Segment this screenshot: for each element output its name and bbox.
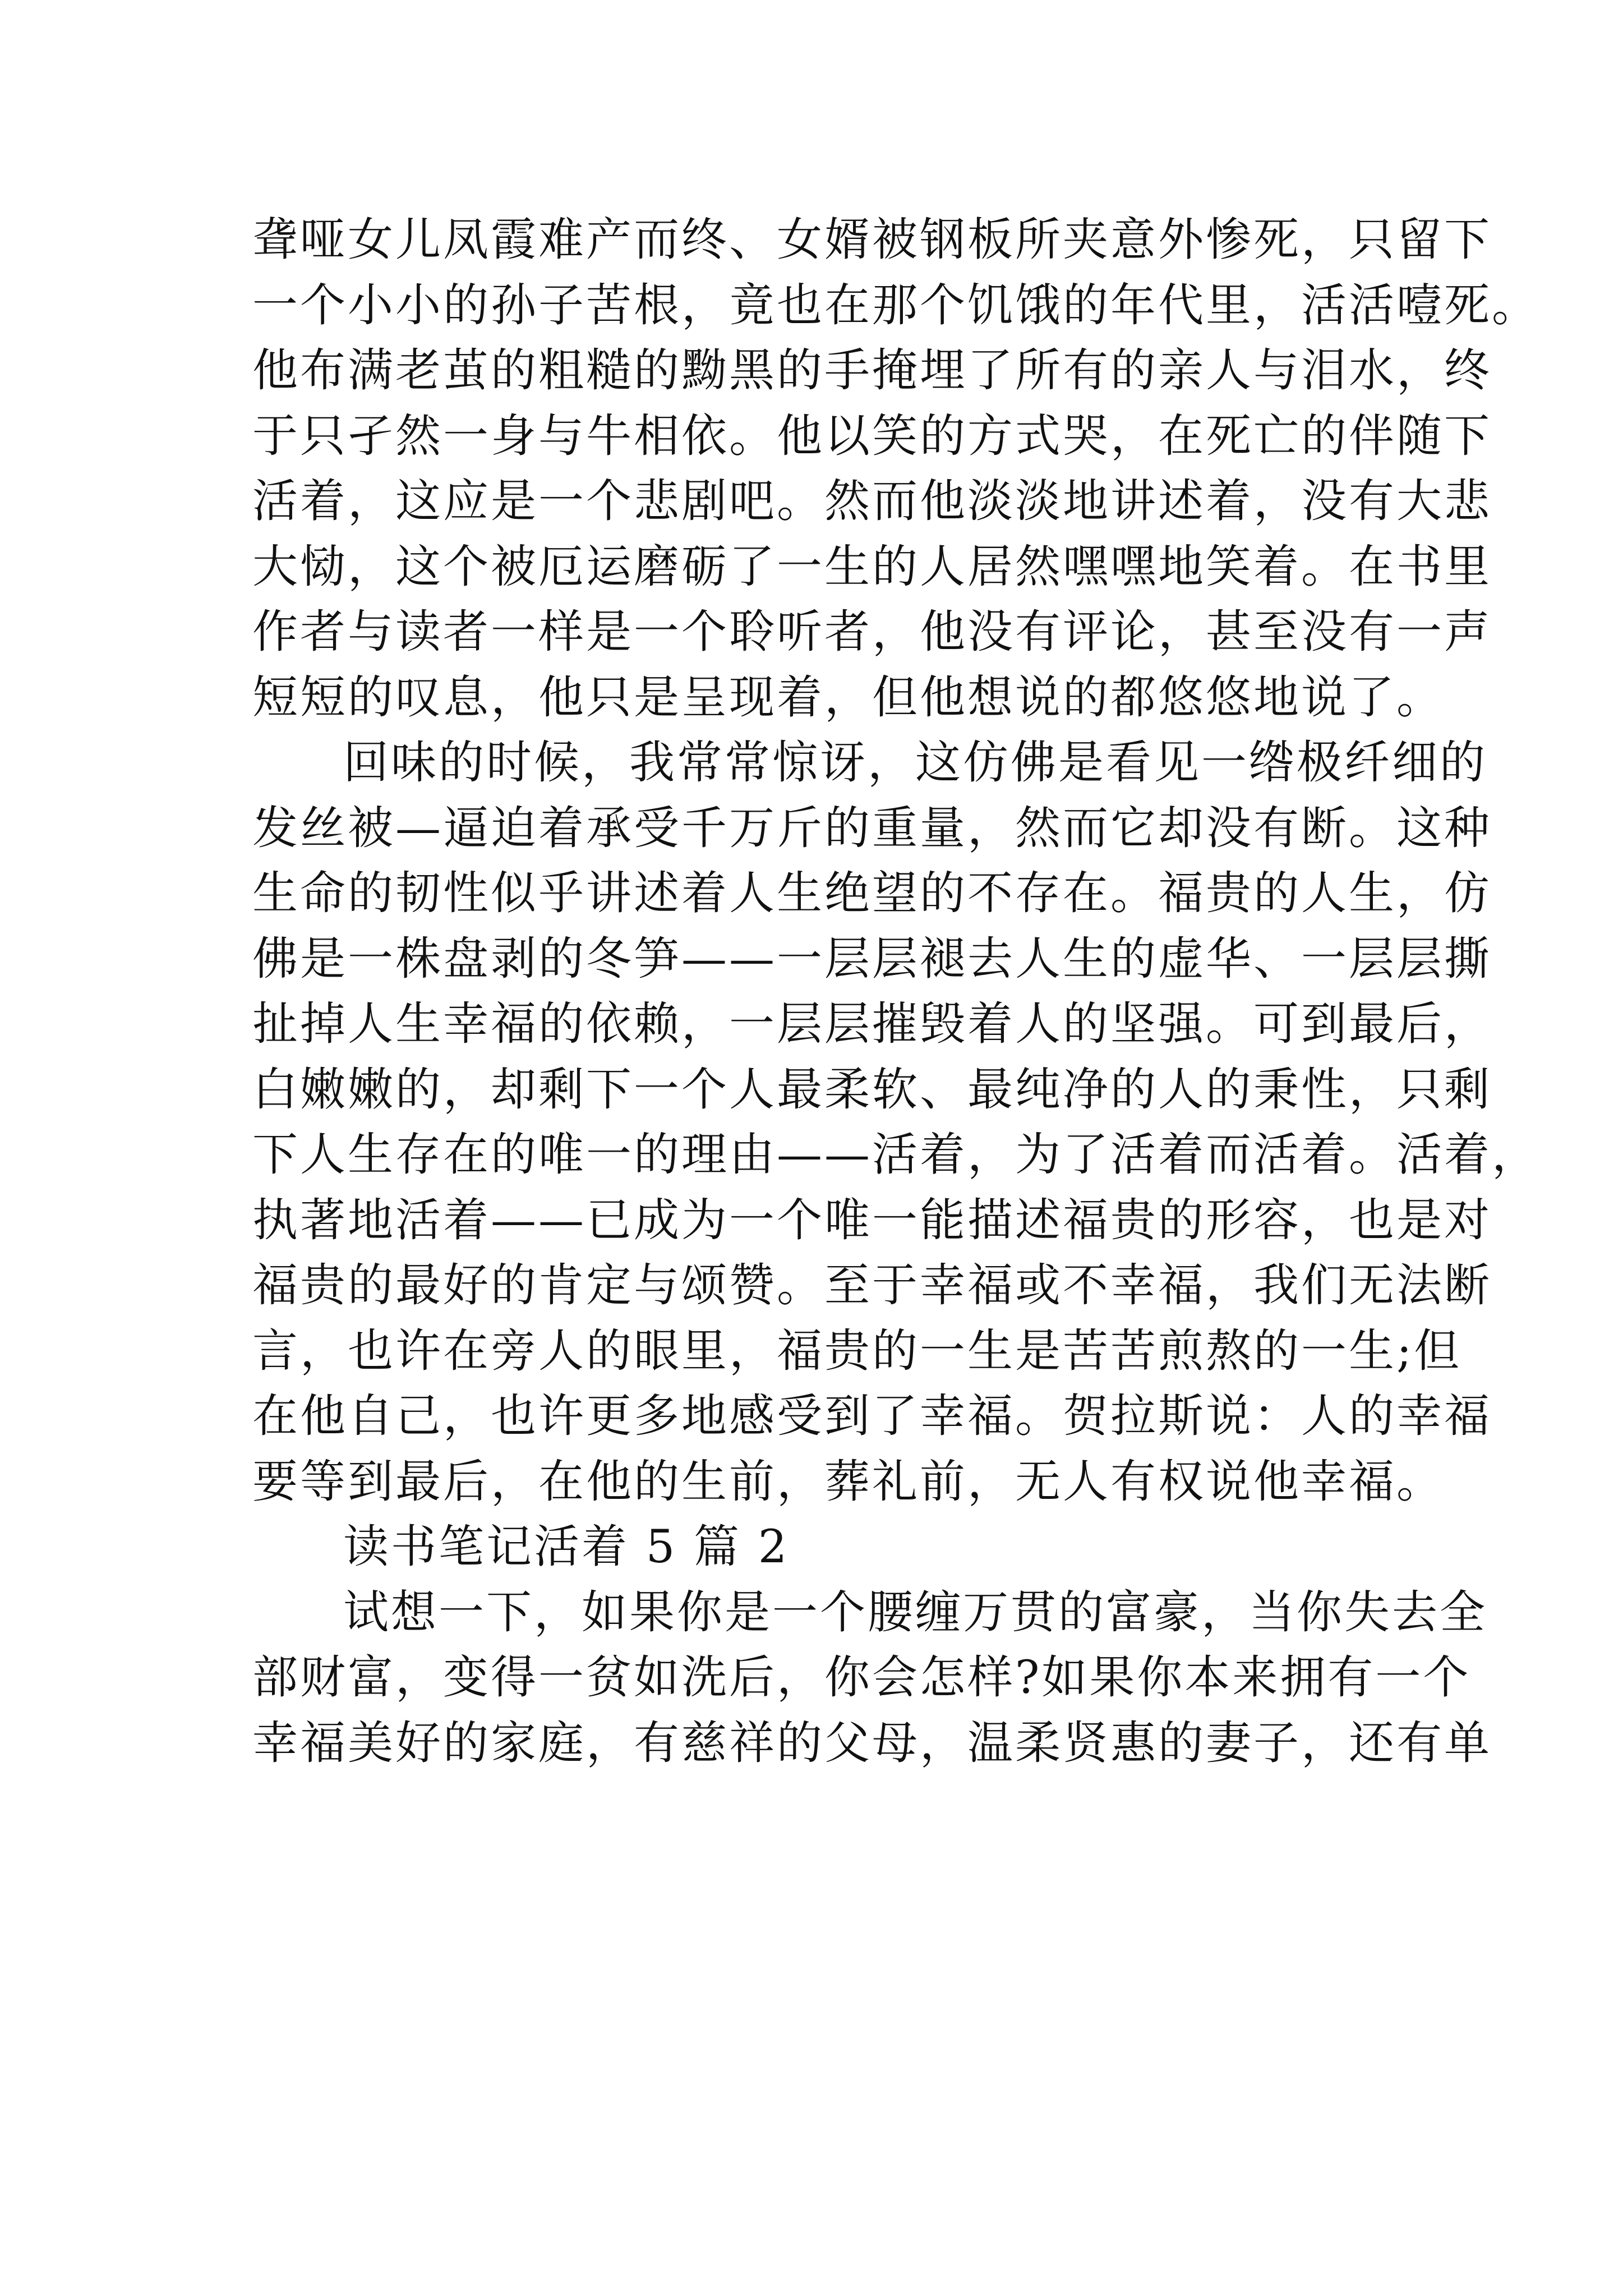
text-line: 回味的时候，我常常惊讶，这仿佛是看见一绺极纤细的 [343, 737, 1488, 789]
text-line: 下人生存在的唯一的理由——活着，为了活着而活着。活着， [252, 1129, 1540, 1181]
text-line: 读书笔记活着 5 篇 2 [343, 1521, 790, 1573]
document-body [252, 208, 1540, 1776]
text-line: 言，也许在旁人的眼里，福贵的一生是苦苦煎熬的一生;但 [252, 1324, 1462, 1378]
text-line: 扯掉人生幸福的依赖，一层层摧毁着人的坚强。可到最后， [252, 998, 1492, 1051]
text-line: 一个小小的孙子苦根，竟也在那个饥饿的年代里，活活噎死。 [252, 279, 1540, 332]
text-line: 幸福美好的家庭，有慈祥的父母，温柔贤惠的妻子，还有单 [252, 1717, 1492, 1770]
text-line: 发丝被—逼迫着承受千万斤的重量，然而它却没有断。这种 [252, 802, 1492, 855]
text-line: 作者与读者一样是一个聆听者，他没有评论，甚至没有一声 [252, 606, 1492, 659]
text-line: 部财富，变得一贫如洗后，你会怎样?如果你本来拥有一个 [252, 1651, 1471, 1704]
text-line: 执著地活着——已成为一个唯一能描述福贵的形容，也是对 [252, 1194, 1492, 1247]
text-line: 福贵的最好的肯定与颂赞。至于幸福或不幸福，我们无法断 [252, 1259, 1492, 1312]
text-line: 他布满老茧的粗糙的黝黑的手掩埋了所有的亲人与泪水，终 [252, 344, 1492, 397]
text-line: 要等到最后，在他的生前，葬礼前，无人有权说他幸福。 [252, 1455, 1445, 1508]
text-line: 试想一下，如果你是一个腰缠万贯的富豪，当你失去全 [343, 1586, 1488, 1639]
text-line: 白嫩嫩的，却剩下一个人最柔软、最纯净的人的秉性，只剩 [252, 1063, 1492, 1116]
text-line: 生命的韧性似乎讲述着人生绝望的不存在。福贵的人生，仿 [252, 867, 1492, 920]
text-line: 活着，这应是一个悲剧吧。然而他淡淡地讲述着，没有大悲 [252, 475, 1492, 528]
text-line: 大恸，这个被厄运磨砺了一生的人居然嘿嘿地笑着。在书里 [252, 540, 1492, 593]
text-line: 佛是一株盘剥的冬笋——一层层褪去人生的虚华、一层层撕 [252, 932, 1492, 986]
text-line: 短短的叹息，他只是呈现着，但他想说的都悠悠地说了。 [252, 671, 1445, 724]
text-line: 于只孑然一身与牛相依。他以笑的方式哭，在死亡的伴随下 [252, 409, 1492, 463]
text-line: 在他自己，也许更多地感受到了幸福。贺拉斯说：人的幸福 [252, 1390, 1492, 1443]
text-line: 聋哑女儿凤霞难产而终、女婿被钢板所夹意外惨死，只留下 [252, 214, 1492, 266]
